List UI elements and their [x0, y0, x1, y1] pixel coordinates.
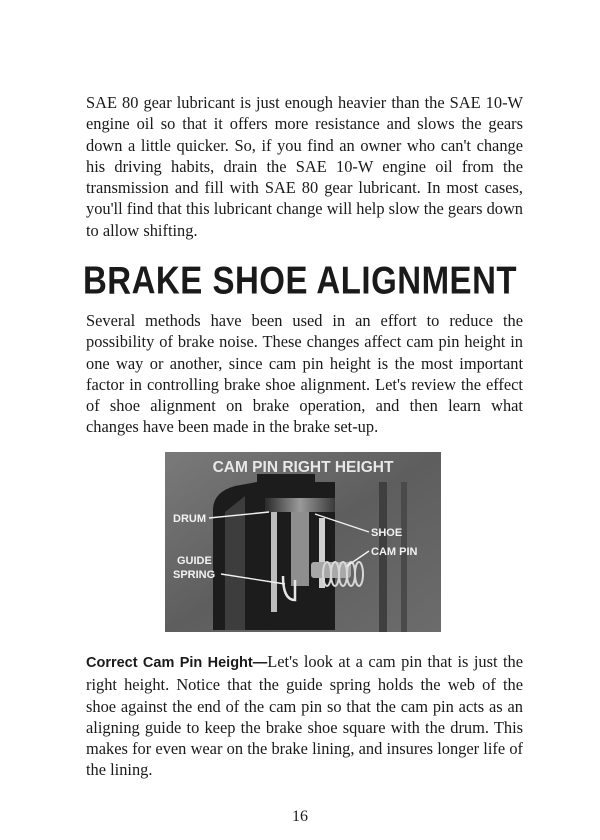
- paragraph-lead: Correct Cam Pin Height—: [86, 655, 268, 671]
- figure-title: CAM PIN RIGHT HEIGHT: [212, 459, 394, 476]
- cam-pin-figure: [165, 452, 441, 632]
- section-heading: BRAKE SHOE ALIGNMENT: [82, 258, 518, 302]
- paragraph-lubricant: SAE 80 gear lubricant is just enough heavier than the SAE 10-W engine oil so that it offers more resistance and slows the gears down a little quicker. So, if you find an owner who can't change his driving habits, drain the SAE 10-W engine oil from the transmission and fill with SAE 80 gear lubricant. In most cases, you'll find that this lubricant change will help slow the gears down to allow shifting.: [86, 93, 523, 240]
- label-cam-pin: CAM PIN: [371, 546, 418, 558]
- label-guide: GUIDE: [177, 555, 212, 567]
- shoe-web: [291, 512, 309, 586]
- page-number: 16: [292, 808, 308, 825]
- label-drum: DRUM: [173, 513, 206, 525]
- paragraph-brake-noise: Several methods have been used in an effort to reduce the possibility of brake noise. These changes affect cam pin height in one way or another, since cam pin height is the most important factor in controlling brake shoe alignment. Let's review the effect of shoe alignment on brake operation, and then learn what changes have been made in the brake set-up.: [86, 311, 523, 437]
- label-shoe: SHOE: [371, 527, 403, 539]
- paragraph-correct-cam-pin: [86, 651, 523, 781]
- shoe-rim: [265, 498, 335, 512]
- paragraph-body: Let's look at a cam pin that is just the right height. Notice that the guide spring holds the web of the shoe against the end of the cam pin so that the cam pin acts as an aligning guide to keep the brake shoe square with the drum. This makes for even wear on the brake lining, and insures longer life of the lining.: [86, 652, 523, 780]
- label-spring: SPRING: [173, 569, 216, 581]
